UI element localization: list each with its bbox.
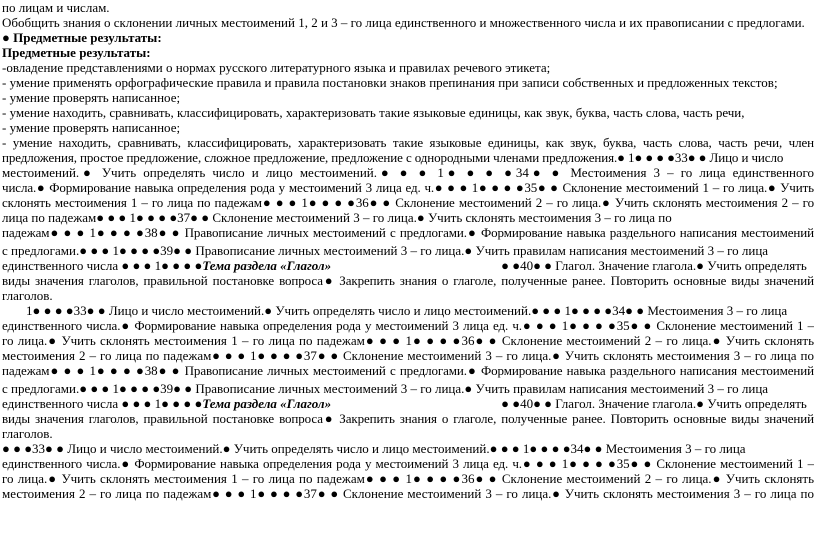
text-line: падежам● ● ● 1● ● ● ●38● ● Правописание личных местоимений с предлогами.● Формирование навыка раздельного написания местоимений — [2, 225, 814, 240]
text-line: 1● ● ● ●33● ● Лицо и число местоимений.● Учить определять число и лицо местоимений.● ● ● 1● ● ● ●34● ● Местоимения 3 – го лица — [26, 303, 788, 318]
text-line: - умение находить, сравнивать, классифицировать, характеризовать такие языковые единицы, как звук, буква, часть слова, часть речи, член — [2, 135, 814, 150]
text-line: го лица.● Учить склонять местоимения 1 – го лица по падежам● ● ● 1● ● ● ●36● ● Склонение местоимений 2 – го лица.● Учить склонять — [2, 471, 814, 486]
section-heading: Предметные результаты: — [2, 45, 151, 60]
text-line: с предлогами.● ● ● 1● ● ● ●39● ● Правописание личных местоимений 3 – го лица.● Учить правилам написания местоимений 3 – го лица — [2, 243, 769, 258]
text-line: склонять местоимения 1 – го лица по падежам● ● ● 1● ● ● ●36● ● Склонение местоимений 2 – го лица.● Учить склонять местоимения 2 – го — [2, 195, 814, 210]
text-line: глаголов. — [2, 426, 53, 441]
text-line: - умение находить, сравнивать, классифицировать, характеризовать такие языковые единицы, как звук, буква, часть слова, часть речи, — [2, 105, 745, 120]
text-line: предложения, простое предложение, сложное предложение, предложение с однородными членами предложения.● 1● ● ● ●33● ● Лицо и число — [2, 150, 784, 165]
text-line: ● ● ●33● ● Лицо и число местоимений.● Учить определять число и лицо местоимений.● ● ● 1● ● ● ●34● ● Местоимения 3 – го лица — [2, 441, 746, 456]
text-line: падежам● ● ● 1● ● ● ●38● ● Правописание личных местоимений с предлогами.● Формирование навыка раздельного написания местоимений — [2, 363, 814, 378]
text-line: - умение проверять написанное; — [2, 90, 181, 105]
text-line: лица по падежам● ● ● 1● ● ● ●37● ● Склонение местоимений 3 – го лица.● Учить склонять местоимения 3 – го лица по — [2, 210, 672, 225]
text-line — [2, 258, 814, 273]
text-line: числа.● Формирование навыка определения рода у местоимений 3 лица ед. ч.● ● ● 1● ● ● ●35● ● Склонение местоимений 1 – го лица.● Учить — [2, 180, 814, 195]
section-heading: ● Предметные результаты: — [2, 30, 162, 45]
text-line: - умение применять орфографические правила и правила постановки знаков препинания при записи собственных и предложенных текстов; — [2, 75, 778, 90]
text-line: по лицам и числам. — [2, 0, 110, 15]
text-line: Обобщить знания о склонении личных местоимений 1, 2 и 3 – го лица единственного и множественного числа и их правописании с предлогами. — [2, 15, 805, 30]
text-line — [2, 396, 814, 411]
text-fragment: ● ●40● ● Глагол. Значение глагола.● Учить определять — [501, 258, 807, 273]
text-fragment: ● ●40● ● Глагол. Значение глагола.● Учить определять — [501, 396, 807, 411]
text-line: местоимения 2 – го лица по падежам● ● ● 1● ● ● ●37● ● Склонение местоимений 3 – го лица.● Учить склонять местоимения 3 – го лица по — [2, 486, 814, 501]
text-line: единственного числа.● Формирование навыка определения рода у местоимений 3 лица ед. ч.● ● ● 1● ● ● ●35● ● Склонение местоимений 1 – — [2, 318, 814, 333]
text-line: -овладение представлениями о нормах русского литературного языка и правилах речевого этикета; — [2, 60, 551, 75]
text-line: местоимений.● Учить определять число и лицо местоимений.● ● ● 1● ● ● ●34● ● Местоимения 3 – го лица единственного — [2, 165, 814, 180]
text-fragment: единственного числа ● ● ● 1● ● ● ● — [2, 258, 203, 273]
text-line: - умение проверять написанное; — [2, 120, 181, 135]
text-line: единственного числа.● Формирование навыка определения рода у местоимений 3 лица ед. ч.● ● ● 1● ● ● ●35● ● Склонение местоимений 1 – — [2, 456, 814, 471]
text-line: глаголов. — [2, 288, 53, 303]
text-line: виды значения глаголов, правильной постановке вопроса● Закрепить знания о глаголе, полученные ранее. Повторить основные виды значений — [2, 411, 814, 426]
text-line: го лица.● Учить склонять местоимения 1 – го лица по падежам● ● ● 1● ● ● ●36● ● Склонение местоимений 2 – го лица.● Учить склонять — [2, 333, 814, 348]
text-line: с предлогами.● ● ● 1● ● ● ●39● ● Правописание личных местоимений 3 – го лица.● Учить правилам написания местоимений 3 – го лица — [2, 381, 769, 396]
text-line: местоимения 2 – го лица по падежам● ● ● 1● ● ● ●37● ● Склонение местоимений 3 – го лица.● Учить склонять местоимения 3 – го лица по — [2, 348, 814, 363]
topic-heading: Тема раздела «Глагол» — [202, 258, 332, 273]
text-fragment: единственного числа ● ● ● 1● ● ● ● — [2, 396, 203, 411]
topic-heading: Тема раздела «Глагол» — [202, 396, 332, 411]
text-line: виды значения глаголов, правильной постановке вопроса● Закрепить знания о глаголе, полученные ранее. Повторить основные виды значений — [2, 273, 814, 288]
